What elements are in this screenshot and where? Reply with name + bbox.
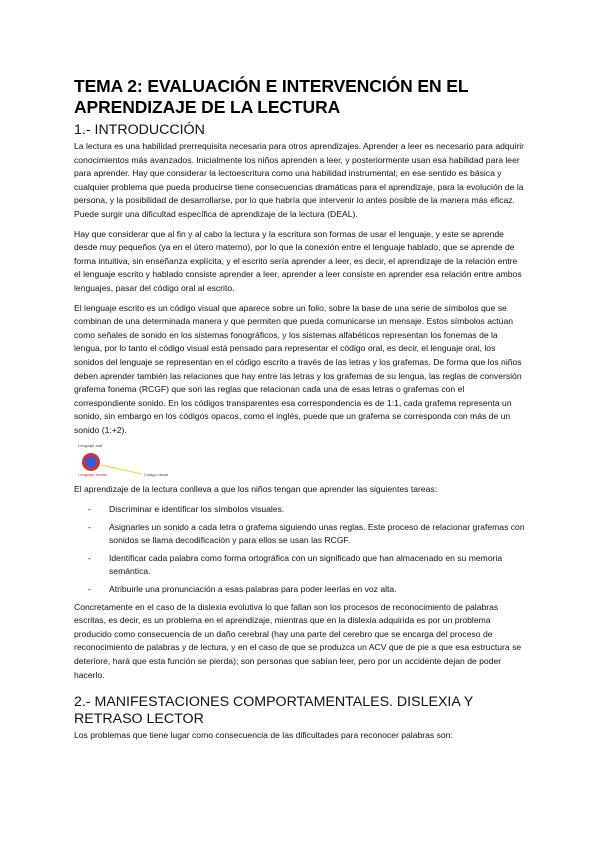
list-item-text: Identificar cada palabra como forma ortográfica con un significado que han almacenado en su memoria semántica. bbox=[109, 552, 503, 577]
document-page bbox=[74, 76, 526, 749]
task-list bbox=[74, 503, 526, 597]
list-dash: - bbox=[88, 552, 91, 563]
diagram-label-bottom-left: Lenguaje escrito bbox=[78, 472, 108, 478]
diagram-label-right: Código visual bbox=[144, 472, 169, 478]
list-dash: - bbox=[88, 521, 91, 532]
list-item-text: Asignarles un sonido a cada letra o grafema siguiendo unas reglas. Este proceso de relacionar grafemas con sonidos se llama decodificación y para ellos se usan las RCGF. bbox=[109, 521, 525, 546]
list-item bbox=[74, 521, 526, 548]
list-item-text: Atribuirle una pronunciación a esas palabras para poder leerlas en voz alta. bbox=[109, 584, 397, 595]
diagram-label-top: Lenguaje oral bbox=[78, 443, 103, 449]
paragraph-intro-3: El lenguaje escrito es un código visual que aparece sobre un folio, sobre la base de una serie de símbolos que se combinan de una determinada manera y que permiten que pueda comunicarse un mensaje. Estos símbolos actúan como señales de sonido en los sistemas fonográficos, y los sistemas alfabéticos representan los fonemas de la lengua, por lo tanto el código visual está pensado para representar el código oral, es decir, el lenguaje oral, los sonidos del lenguaje se representan en el código escrito a través de las letras y los grafemas. De forma que los niños deben aprender también las relaciones que hay entre las letras y los grafemas de su lengua, las reglas de conversión grafema fonema (RCGF) que son las reglas que relacionan cada una de esas letras o grafemas con el correspondiente sonido. En los códigos transparentes esa correspondencia es de 1:1, cada grafema representa un sonido, sin embargo en los códigos opacos, como el inglés, puede que un grafema se corresponda con más de un sonido (1:+2). bbox=[74, 302, 522, 435]
section-heading-introduccion: 1.- INTRODUCCIÓN bbox=[74, 122, 205, 138]
paragraph-intro-4: El aprendizaje de la lectura conlleva a que los niños tengan que aprender las siguientes tareas: bbox=[74, 484, 438, 495]
list-dash: - bbox=[88, 504, 91, 515]
list-item bbox=[74, 583, 526, 597]
diagram-circle-inner bbox=[85, 456, 97, 468]
reading-diagram bbox=[74, 443, 214, 479]
paragraph-intro-5: Concretamente en el caso de la dislexia evolutiva lo que fallan son los procesos de reconocimiento de palabras escritas, es decir, es un problema en el aprendizaje, mientras que en la dislexia adquirida es por un problema producido como consecuencia de un daño cerebral (hay una parte del cerebro que se encarga del proceso de reconocimiento de palabras y de lectura, y en el caso de que se produzca un ACV que de pie a que esa estructura se deteriore, hará que esta función se pierda); son personas que sabían leer, pero por un accidente dejan de poder hacerlo. bbox=[74, 601, 522, 680]
list-dash: - bbox=[88, 584, 91, 595]
list-item-text: Discriminar e identificar los símbolos visuales. bbox=[109, 504, 285, 515]
list-item bbox=[74, 503, 526, 517]
document-title: TEMA 2: EVALUACIÓN E INTERVENCIÓN EN EL APRENDIZAJE DE LA LECTURA bbox=[74, 76, 469, 117]
list-item bbox=[74, 552, 526, 579]
paragraph-intro-1: La lectura es una habilidad prerrequisita necesaria para otros aprendizajes. Aprender a leer es necesario para adquirir conocimientos más avanzados. Inicialmente los niños aprenden a leer, y posteriormente usan esa habilidad para leer para aprender. Hay que considerar la lectoescritura como una habilidad instrumental; en ese sentido es básica y cualquier problema que pueda producirse tiene consecuencias dramáticas para el aprendizaje, para la evolución de la persona, y la posibilidad de desarrollarse, por lo que habría que intervenir lo antes posible de la manera más eficaz. Puede surgir una dificultad específica de aprendizaje de la lectura (DEAL). bbox=[74, 141, 525, 219]
paragraph-intro-2: Hay que considerar que al fin y al cabo la lectura y la escritura son formas de usar el lenguaje, y este se aprende desde muy pequeños (ya en el útero materno), por lo que la conexión entre el lenguaje hablado, que se aprende de forma intuitiva, sin enseñanza explícita, y el escrito sería aprender a leer, es decir, el aprendizaje de la relación entre el lenguaje escrito y hablado consiste aprender a leer, aprender a leer consiste en aprender esa relación entre ambos lenguajes, pasar del código oral al escrito. bbox=[74, 228, 522, 293]
paragraph-sec2-1: Los problemas que tiene lugar como consecuencia de las dificultades para reconocer palabras son: bbox=[74, 730, 453, 741]
section-heading-manifestaciones: 2.- MANIFESTACIONES COMPORTAMENTALES. DISLEXIA Y RETRASO LECTOR bbox=[74, 694, 473, 728]
